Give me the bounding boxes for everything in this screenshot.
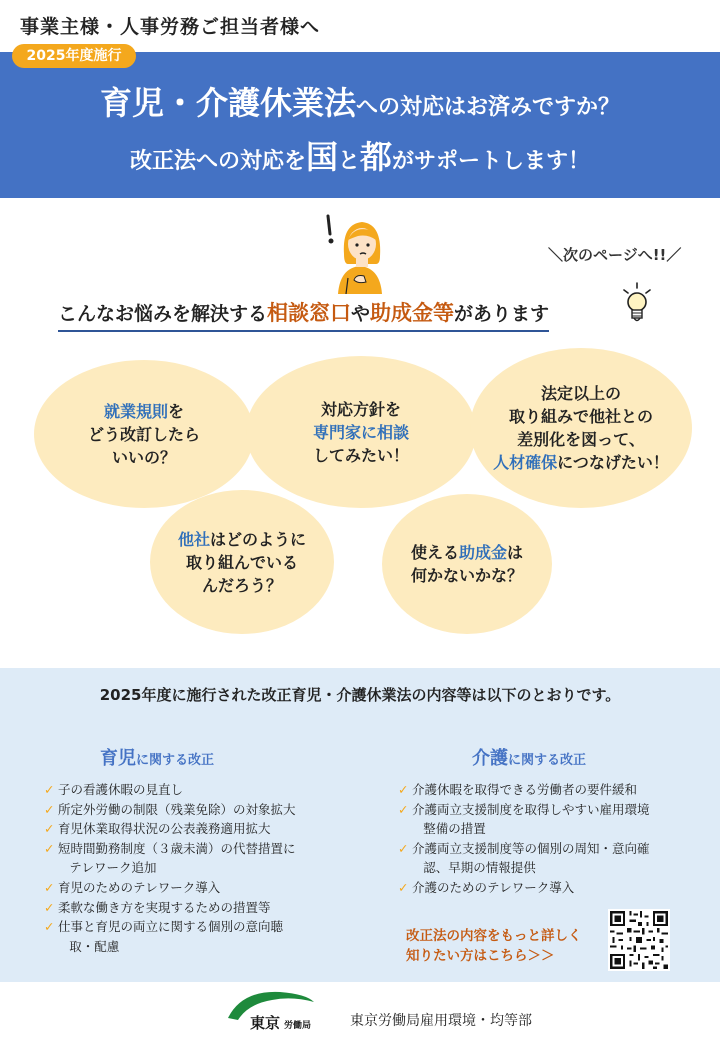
tokyo-labour-bureau-logo: [222, 988, 318, 1034]
tagline-part-e: があります: [454, 303, 550, 325]
childcare-title-main: 育児: [100, 748, 136, 769]
headline-and: と: [337, 149, 360, 174]
qr-code-icon[interactable]: [608, 909, 670, 971]
list-item: [398, 800, 708, 839]
headline-law-name: 育児・介護休業法: [99, 84, 356, 122]
bubble-highlight: 人材確保: [493, 453, 558, 472]
tagline: [58, 297, 549, 332]
check-icon: ✓: [398, 879, 409, 895]
list-item-text: 介護休暇を取得できる労働者の要件緩和: [412, 782, 638, 797]
logo-text-sub: 労働局: [284, 1021, 312, 1031]
bubble-text: 何かないかな？: [410, 566, 523, 585]
list-item: [44, 898, 364, 918]
list-item-text: 介護両立支援制度等の個別の周知・意向確: [412, 840, 650, 856]
list-item-text: 所定外労働の制限（残業免除）の対象拡大: [58, 801, 296, 817]
list-item: [44, 780, 364, 800]
footer: [0, 982, 720, 1040]
more-details-line1[interactable]: 改正法の内容をもっと詳しく: [406, 928, 582, 944]
list-item-text: 取・配慮: [69, 938, 120, 954]
check-icon: ✓: [44, 899, 55, 915]
worry-bubble-other-companies: [150, 490, 334, 634]
tagline-consultation: 相談窓口: [267, 301, 352, 325]
nursing-title-main: 介護: [472, 748, 508, 769]
bubble-text: 差別化を図って、: [517, 430, 645, 449]
list-item: [44, 839, 364, 878]
enforcement-badge: 2025年度施行: [12, 44, 136, 68]
check-icon: ✓: [44, 801, 55, 817]
worry-bubble-subsidy: [382, 494, 552, 634]
bubble-text: いいの？: [111, 447, 176, 467]
more-details-link[interactable]: [406, 926, 582, 966]
list-item: [44, 819, 364, 839]
childcare-title-sub: に関する改正: [136, 753, 215, 768]
woman-thinking-icon: [318, 210, 402, 294]
headline-line1: [0, 78, 720, 124]
list-item-text: 介護のためのテレワーク導入: [412, 879, 575, 895]
list-item-text: 仕事と育児の両立に関する個別の意向聴: [58, 919, 284, 935]
bubble-text: は: [507, 543, 524, 562]
headline-line2: [0, 132, 720, 178]
bubble-text: につなげたい！: [557, 453, 669, 472]
tagline-part-a: こんなお悩みを解決する: [58, 303, 268, 325]
headline-support-e: がサポートします！: [392, 149, 591, 174]
childcare-section-title: [100, 744, 214, 770]
list-item-text: 介護両立支援制度を取得しやすい雇用環境: [412, 801, 650, 817]
worry-bubble-consult-expert: [246, 356, 476, 508]
worry-bubble-work-rules: [34, 360, 254, 508]
headline-question: への対応はお済みですか？: [356, 95, 621, 120]
logo-text-main: 東京: [250, 1014, 281, 1032]
check-icon: ✓: [398, 840, 409, 856]
bubble-highlight: 助成金: [458, 543, 507, 562]
list-item-text: 育児のためのテレワーク導入: [58, 879, 221, 895]
list-item: [44, 878, 364, 898]
nursing-title-sub: に関する改正: [508, 753, 587, 768]
headline-country: 国: [305, 138, 338, 176]
bubble-highlight: 就業規則: [103, 401, 168, 421]
bubble-text: どう改訂したら: [87, 424, 200, 444]
lightbulb-icon: [622, 282, 652, 328]
check-icon: ✓: [44, 821, 55, 837]
bubble-text: 使える: [410, 543, 459, 562]
list-item: [44, 800, 364, 820]
list-item: [398, 839, 708, 878]
list-item-text: 柔軟な働き方を実現するための措置等: [58, 899, 271, 915]
list-item-text: 育児休業取得状況の公表義務適用拡大: [58, 821, 271, 837]
bubble-text: 取り組んでいる: [185, 552, 298, 572]
department-name: 東京労働局雇用環境・均等部: [350, 1013, 532, 1029]
bubble-text: 対応方針を: [320, 399, 401, 419]
list-item-text: テレワーク追加: [69, 860, 157, 876]
check-icon: ✓: [44, 840, 55, 856]
bubble-text: 取り組みで他社との: [508, 407, 653, 426]
headline-support-a: 改正法への対応を: [129, 149, 306, 174]
revision-info-section: [0, 668, 720, 982]
check-icon: ✓: [44, 919, 55, 935]
list-item-text: 短時間勤務制度（３歳未満）の代替措置に: [58, 840, 296, 856]
check-icon: ✓: [398, 801, 409, 817]
info-heading: 2025年度に施行された改正育児・介護休業法の内容等は以下のとおりです。: [99, 686, 621, 704]
worry-bubble-differentiation: [470, 348, 692, 508]
headline-metro: 都: [360, 138, 393, 176]
bubble-text: んだろう？: [201, 575, 282, 595]
bubble-highlight: 他社: [177, 529, 210, 549]
check-icon: ✓: [398, 782, 409, 797]
list-item-text: 認、早期の情報提供: [423, 860, 536, 876]
check-icon: ✓: [44, 879, 55, 895]
next-page-callout: ＼次のページへ!!／: [548, 246, 682, 264]
header-banner: [0, 52, 720, 198]
bubble-text: してみたい！: [312, 445, 409, 465]
list-item-text: 子の看護休暇の見直し: [58, 782, 184, 797]
tagline-subsidy: 助成金等: [370, 301, 455, 325]
list-item-text: 整備の措置: [423, 821, 486, 837]
audience-heading: 事業主様・人事労務ご担当者様へ: [20, 16, 321, 38]
list-item: [398, 878, 708, 898]
list-item: [44, 917, 364, 956]
nursing-revision-list: [398, 780, 708, 898]
check-icon: ✓: [44, 782, 55, 797]
tagline-part-c: や: [351, 303, 371, 325]
bubble-highlight: 専門家に相談: [312, 422, 409, 442]
nursing-section-title: [472, 744, 586, 770]
bubble-text: を: [167, 401, 184, 421]
list-item: [398, 780, 708, 800]
bubble-text: はどのように: [210, 529, 307, 549]
childcare-revision-list: [44, 780, 364, 956]
bubble-text: 法定以上の: [540, 384, 621, 403]
more-details-line2[interactable]: 知りたい方はこちら＞＞: [406, 948, 555, 964]
